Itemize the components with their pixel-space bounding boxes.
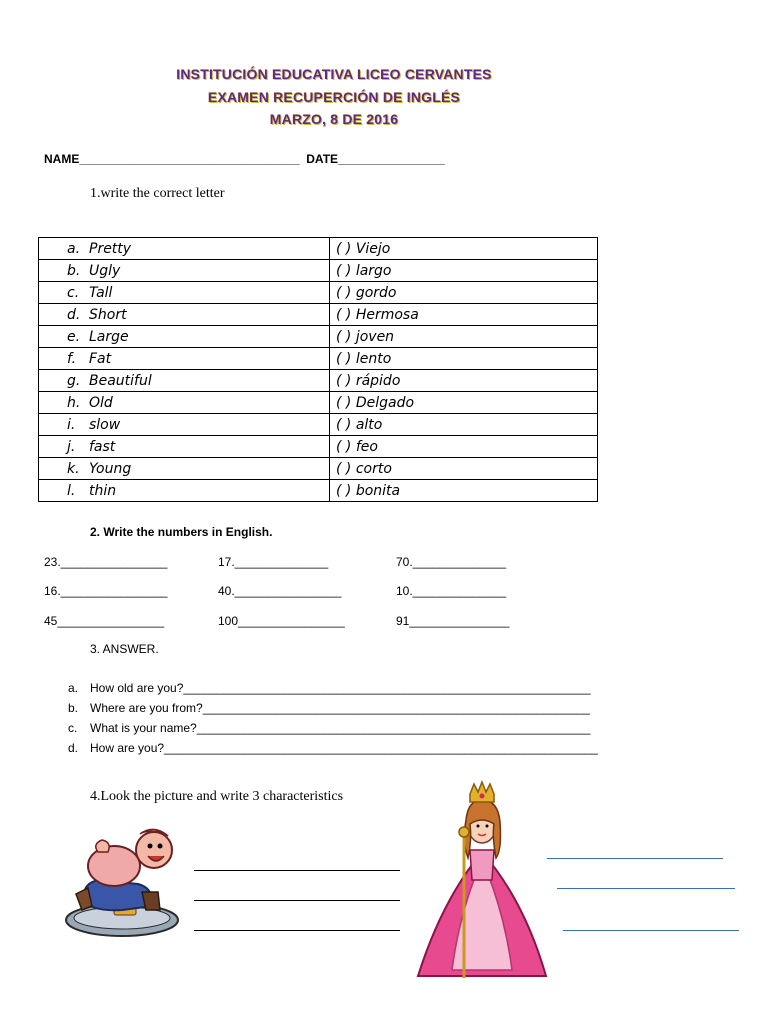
- number-item[interactable]: 70.______________: [396, 555, 507, 569]
- english-word: Pretty: [89, 240, 132, 257]
- item-letter: i.: [67, 416, 76, 433]
- princess-characteristic-line-2[interactable]: [557, 888, 735, 889]
- english-word-cell: [39, 326, 330, 348]
- item-letter: h.: [67, 394, 81, 411]
- item-letter: f.: [67, 350, 77, 367]
- question-text: How old are you?_____________________________________________________________: [90, 681, 591, 695]
- section1-title: 1.write the correct letter: [90, 186, 225, 201]
- table-row: [39, 392, 598, 414]
- table-row: [39, 370, 598, 392]
- number-item[interactable]: 100________________: [218, 614, 345, 628]
- spanish-option-cell[interactable]: ( ) largo: [330, 260, 598, 282]
- question-item[interactable]: [68, 681, 591, 695]
- spanish-option-cell[interactable]: ( ) corto: [330, 458, 598, 480]
- item-letter: d.: [67, 306, 81, 323]
- table-row: [39, 414, 598, 436]
- question-letter: a.: [68, 681, 79, 695]
- boy-characteristic-line-3[interactable]: [194, 930, 400, 931]
- number-item[interactable]: 16.________________: [44, 584, 168, 598]
- question-letter: d.: [68, 741, 79, 755]
- table-row: [39, 304, 598, 326]
- section4-title: 4.Look the picture and write 3 characteristics: [90, 789, 344, 804]
- boy-eating-illustration: [62, 822, 192, 940]
- spanish-option-cell[interactable]: ( ) alto: [330, 414, 598, 436]
- english-word-cell: [39, 260, 330, 282]
- section2-title: 2. Write the numbers in English.: [90, 525, 273, 539]
- table-row: [39, 282, 598, 304]
- table-row: [39, 260, 598, 282]
- spanish-option-cell[interactable]: ( ) Hermosa: [330, 304, 598, 326]
- english-word: Ugly: [89, 262, 121, 279]
- section3-title: 3. ANSWER.: [90, 642, 159, 656]
- item-letter: a.: [67, 240, 81, 257]
- question-text: Where are you from?__________________________________________________________: [90, 701, 590, 715]
- english-word: thin: [89, 482, 117, 499]
- english-word: Old: [89, 394, 113, 411]
- boy-characteristic-line-2[interactable]: [194, 900, 400, 901]
- english-word-cell: [39, 304, 330, 326]
- spanish-option-cell[interactable]: ( ) lento: [330, 348, 598, 370]
- english-word-cell: [39, 238, 330, 260]
- english-word-cell: [39, 414, 330, 436]
- question-text: How are you?_________________________________________________________________: [90, 741, 598, 755]
- princess-characteristic-line-3[interactable]: [563, 930, 739, 931]
- item-letter: j.: [67, 438, 76, 455]
- spanish-option-cell[interactable]: ( ) Delgado: [330, 392, 598, 414]
- english-word: slow: [89, 416, 121, 433]
- item-letter: b.: [67, 262, 81, 279]
- exam-title: EXAMEN RECUPERCIÓN DE INGLÉS: [207, 89, 461, 105]
- spanish-option-cell[interactable]: ( ) bonita: [330, 480, 598, 502]
- item-letter: g.: [67, 372, 81, 389]
- english-word-cell: [39, 348, 330, 370]
- english-word-cell: [39, 480, 330, 502]
- english-word: Large: [89, 328, 129, 345]
- english-word-cell: [39, 436, 330, 458]
- item-letter: c.: [67, 284, 80, 301]
- school-name: INSTITUCIÓN EDUCATIVA LICEO CERVANTES: [176, 66, 492, 82]
- spanish-option-cell[interactable]: ( ) gordo: [330, 282, 598, 304]
- exam-date: MARZO, 8 DE 2016: [269, 111, 399, 127]
- question-item[interactable]: [68, 741, 598, 755]
- item-letter: l.: [67, 482, 76, 499]
- english-word-cell: [39, 392, 330, 414]
- english-word: Tall: [89, 284, 113, 301]
- table-row: [39, 238, 598, 260]
- question-text: What is your name?___________________________________________________________: [90, 721, 591, 735]
- spanish-option-cell[interactable]: ( ) feo: [330, 436, 598, 458]
- number-item[interactable]: 23.________________: [44, 555, 168, 569]
- spanish-option-cell[interactable]: ( ) rápido: [330, 370, 598, 392]
- english-word-cell: [39, 458, 330, 480]
- english-word: Young: [89, 460, 132, 477]
- name-date-line: [44, 152, 445, 166]
- table-row: [39, 436, 598, 458]
- spanish-option-cell[interactable]: ( ) joven: [330, 326, 598, 348]
- number-item[interactable]: 40.________________: [218, 584, 342, 598]
- number-item[interactable]: 10.______________: [396, 584, 507, 598]
- number-item[interactable]: 17.______________: [218, 555, 329, 569]
- date-blank[interactable]: ________________: [338, 152, 445, 166]
- name-blank[interactable]: _________________________________: [79, 152, 300, 166]
- spanish-option-cell[interactable]: ( ) Viejo: [330, 238, 598, 260]
- english-word-cell: [39, 370, 330, 392]
- question-letter: b.: [68, 701, 79, 715]
- table-row: [39, 348, 598, 370]
- vocab-table: [38, 237, 598, 502]
- item-letter: e.: [67, 328, 81, 345]
- table-row: [39, 480, 598, 502]
- question-item[interactable]: [68, 721, 590, 735]
- english-word: Beautiful: [89, 372, 152, 389]
- item-letter: k.: [67, 460, 80, 477]
- date-label: DATE: [306, 152, 339, 166]
- princess-illustration: [412, 780, 552, 980]
- english-word-cell: [39, 282, 330, 304]
- number-item[interactable]: 45________________: [44, 614, 165, 628]
- table-row: [39, 458, 598, 480]
- table-row: [39, 326, 598, 348]
- name-label: NAME: [44, 152, 80, 166]
- princess-characteristic-line-1[interactable]: [547, 858, 723, 859]
- boy-characteristic-line-1[interactable]: [194, 870, 400, 871]
- english-word: Fat: [89, 350, 112, 367]
- question-item[interactable]: [68, 701, 590, 715]
- english-word: Short: [89, 306, 127, 323]
- english-word: fast: [89, 438, 116, 455]
- number-item[interactable]: 91_______________: [396, 614, 510, 628]
- question-letter: c.: [68, 721, 78, 735]
